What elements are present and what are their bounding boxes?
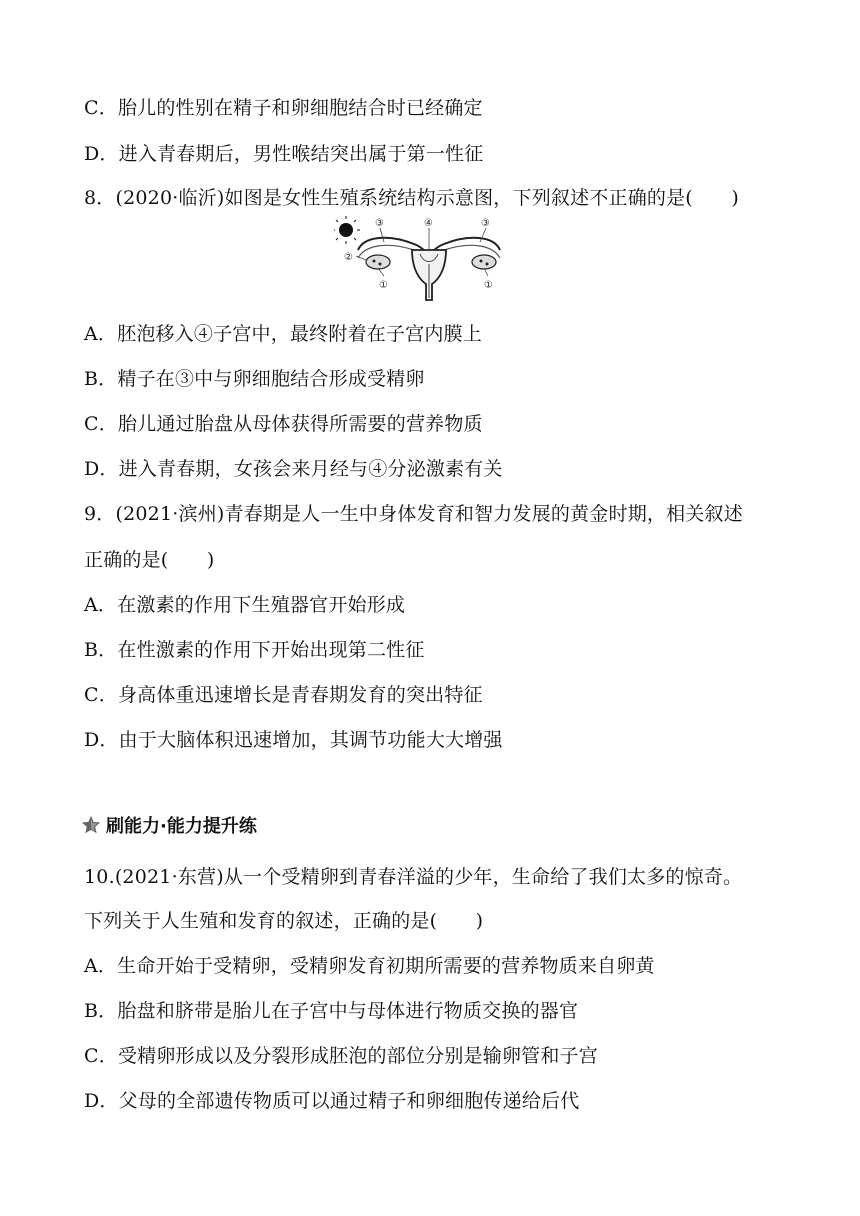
q7-option-c: C．胎儿的性别在精子和卵细胞结合时已经确定	[84, 97, 483, 119]
q10-stem-line2: 下列关于人生殖和发育的叙述，正确的是( )	[84, 910, 484, 932]
label-4: ④	[424, 218, 433, 229]
female-reproductive-system-diagram	[334, 214, 524, 308]
egg-cell-icon	[334, 216, 360, 244]
star-icon	[80, 814, 102, 836]
q9-stem-line1: 9．(2021·滨州)青春期是人一生中身体发育和智力发展的黄金时期，相关叙述	[84, 503, 743, 525]
label-2: ②	[344, 252, 353, 263]
q7-option-d: D．进入青春期后，男性喉结突出属于第一性征	[84, 143, 484, 165]
q10-option-a: A．生命开始于受精卵，受精卵发育初期所需要的营养物质来自卵黄	[84, 955, 655, 977]
section-title: 刷能力·能力提升练	[106, 816, 257, 837]
section-heading	[80, 812, 257, 838]
q9-option-c: C．身高体重迅速增长是青春期发育的突出特征	[84, 684, 483, 706]
label-1-right: ①	[484, 280, 493, 291]
q10-option-d: D．父母的全部遗传物质可以通过精子和卵细胞传递给后代	[84, 1090, 580, 1112]
q9-option-d: D．由于大脑体积迅速增加，其调节功能大大增强	[84, 729, 503, 751]
q8-option-b: B．精子在③中与卵细胞结合形成受精卵	[84, 368, 425, 390]
label-3-right: ③	[481, 218, 490, 229]
q10-stem-line1: 10.(2021·东营)从一个受精卵到青春洋溢的少年，生命给了我们太多的惊奇。	[84, 866, 743, 888]
q8-option-d: D．进入青春期，女孩会来月经与④分泌激素有关	[84, 458, 503, 480]
q9-stem-line2: 正确的是( )	[84, 549, 215, 571]
q10-option-b: B．胎盘和脐带是胎儿在子宫中与母体进行物质交换的器官	[84, 1000, 579, 1022]
q10-option-c: C．受精卵形成以及分裂形成胚泡的部位分别是输卵管和子宫	[84, 1045, 598, 1067]
q8-option-a: A．胚泡移入④子宫中，最终附着在子宫内膜上	[84, 323, 482, 345]
q8-option-c: C．胎儿通过胎盘从母体获得所需要的营养物质	[84, 413, 483, 435]
label-1-left: ①	[379, 280, 388, 291]
q9-option-a: A．在激素的作用下生殖器官开始形成	[84, 594, 406, 616]
q9-option-b: B．在性激素的作用下开始出现第二性征	[84, 639, 425, 661]
q8-stem: 8．(2020·临沂)如图是女性生殖系统结构示意图，下列叙述不正确的是( )	[84, 187, 739, 209]
label-3-left: ③	[375, 218, 384, 229]
